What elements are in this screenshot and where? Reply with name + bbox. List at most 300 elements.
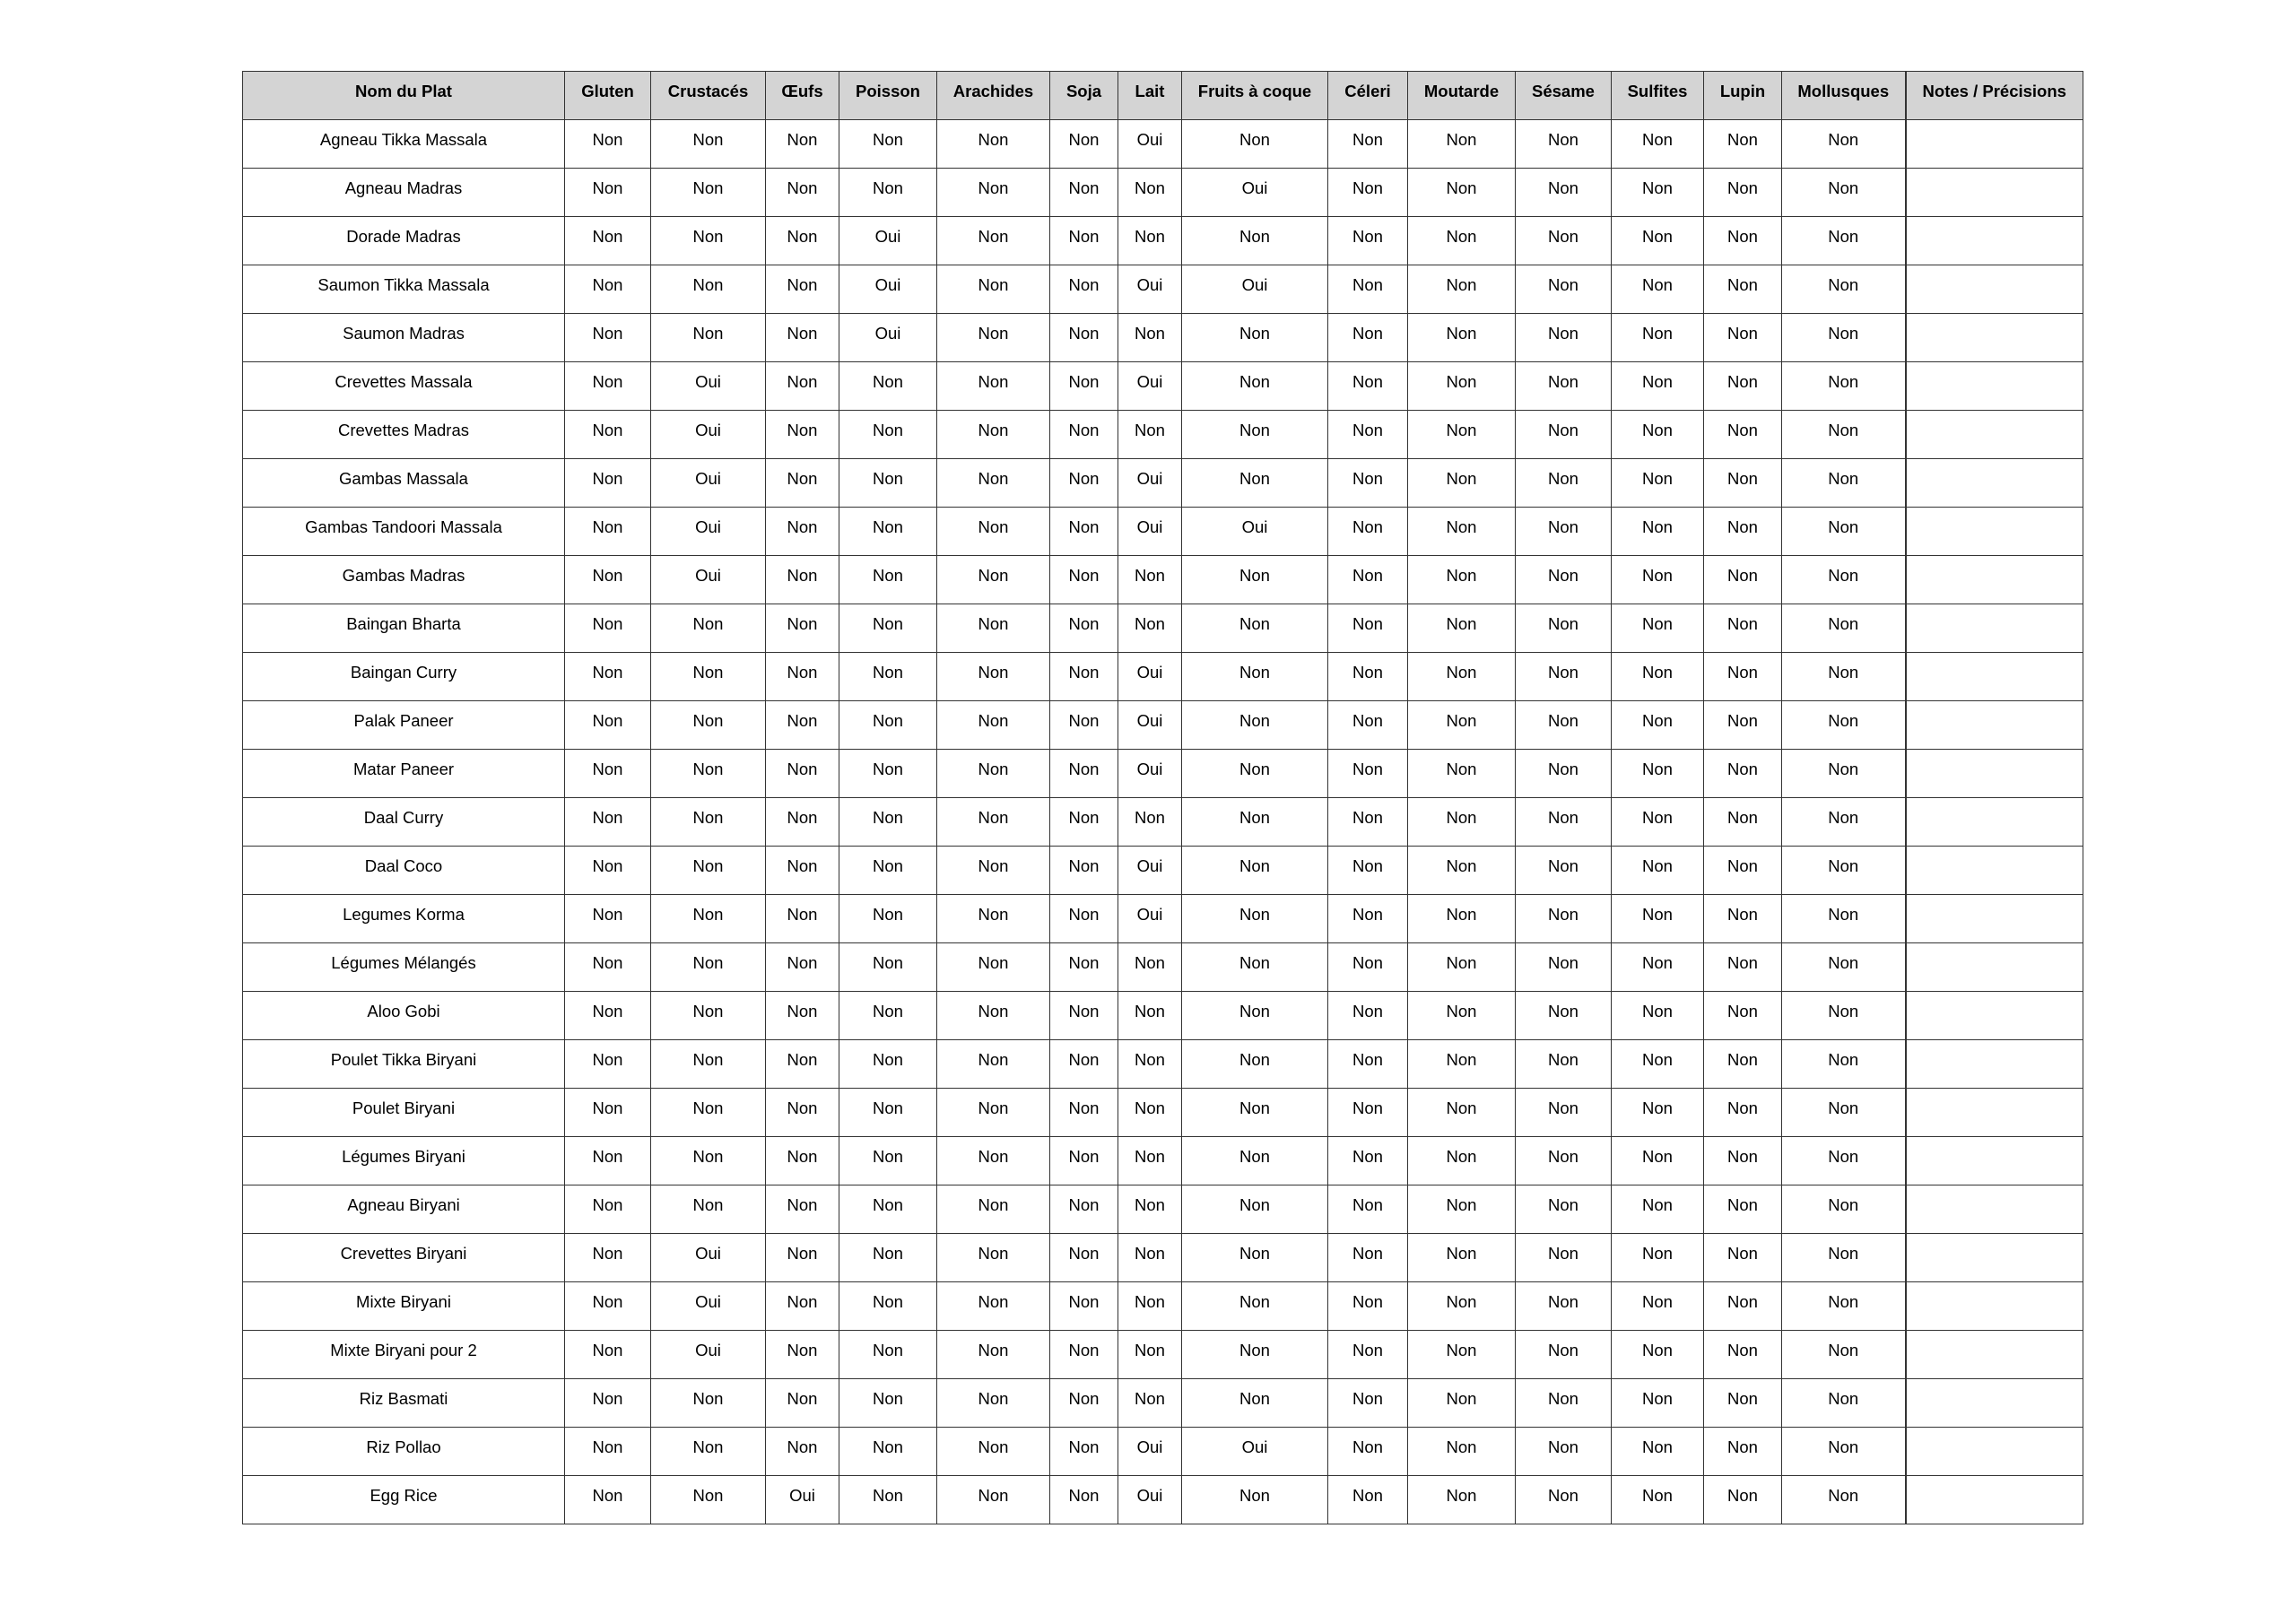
dish-name-cell: Riz Pollao (243, 1428, 565, 1476)
allergen-cell: Oui (651, 1282, 766, 1331)
allergen-cell: Non (1704, 1476, 1782, 1524)
allergen-cell: Non (1182, 1331, 1328, 1379)
allergen-cell: Non (1516, 508, 1612, 556)
allergen-cell: Non (1612, 1428, 1704, 1476)
allergen-cell: Non (1612, 169, 1704, 217)
allergen-cell: Non (565, 459, 651, 508)
allergen-cell: Non (839, 1331, 937, 1379)
dish-name-cell: Saumon Tikka Massala (243, 265, 565, 314)
notes-cell (1906, 943, 2083, 992)
allergen-cell: Non (766, 798, 839, 847)
allergen-cell: Non (1612, 556, 1704, 604)
allergen-cell: Non (766, 1379, 839, 1428)
allergen-cell: Non (1612, 750, 1704, 798)
dish-name-cell: Aloo Gobi (243, 992, 565, 1040)
table-body (243, 120, 2083, 1524)
allergen-cell: Non (839, 847, 937, 895)
allergen-cell: Oui (1118, 750, 1182, 798)
allergen-cell: Non (565, 1137, 651, 1185)
allergen-cell: Non (1408, 314, 1516, 362)
notes-cell (1906, 1428, 2083, 1476)
allergen-cell: Non (1118, 1040, 1182, 1089)
allergen-cell: Non (1516, 1089, 1612, 1137)
allergen-cell: Non (565, 556, 651, 604)
allergen-cell: Non (1612, 1040, 1704, 1089)
allergen-cell: Non (1704, 1428, 1782, 1476)
allergen-cell: Non (651, 265, 766, 314)
allergen-cell: Non (1182, 362, 1328, 411)
allergen-cell: Non (1182, 120, 1328, 169)
allergen-cell: Non (1408, 1234, 1516, 1282)
allergen-cell: Non (1782, 265, 1906, 314)
allergen-cell: Non (1516, 556, 1612, 604)
dish-name-cell: Crevettes Massala (243, 362, 565, 411)
allergen-cell: Oui (651, 556, 766, 604)
table-row (243, 604, 2083, 653)
dish-name-cell: Agneau Tikka Massala (243, 120, 565, 169)
notes-cell (1906, 1331, 2083, 1379)
allergen-cell: Oui (651, 362, 766, 411)
allergen-cell: Non (1612, 362, 1704, 411)
allergen-cell: Non (1612, 1234, 1704, 1282)
allergen-cell: Non (1408, 701, 1516, 750)
table-row (243, 459, 2083, 508)
allergen-cell: Non (1182, 604, 1328, 653)
allergen-cell: Non (1408, 1089, 1516, 1137)
allergen-cell: Non (565, 604, 651, 653)
allergen-cell: Non (937, 1185, 1050, 1234)
allergen-cell: Non (1328, 217, 1408, 265)
table-row (243, 508, 2083, 556)
allergen-cell: Non (651, 1089, 766, 1137)
notes-cell (1906, 847, 2083, 895)
allergen-cell: Non (937, 798, 1050, 847)
table-row (243, 1379, 2083, 1428)
allergen-cell: Non (766, 362, 839, 411)
allergen-cell: Oui (651, 508, 766, 556)
allergen-cell: Non (839, 1137, 937, 1185)
allergen-cell: Non (1118, 943, 1182, 992)
allergen-cell: Non (839, 750, 937, 798)
table-row (243, 120, 2083, 169)
table-row (243, 992, 2083, 1040)
allergen-cell: Non (1182, 1476, 1328, 1524)
table-row (243, 847, 2083, 895)
allergen-cell: Non (1050, 1379, 1118, 1428)
allergen-cell: Non (1328, 362, 1408, 411)
allergen-cell: Non (1328, 943, 1408, 992)
allergen-cell: Non (1782, 508, 1906, 556)
allergen-cell: Non (1050, 1282, 1118, 1331)
allergen-cell: Non (839, 169, 937, 217)
allergen-cell: Non (565, 411, 651, 459)
allergen-cell: Non (651, 1040, 766, 1089)
table-row (243, 1476, 2083, 1524)
allergen-cell: Non (565, 653, 651, 701)
allergen-cell: Non (1612, 1282, 1704, 1331)
allergen-cell: Non (1118, 1234, 1182, 1282)
notes-cell (1906, 411, 2083, 459)
allergen-cell: Non (937, 556, 1050, 604)
allergen-cell: Non (565, 1089, 651, 1137)
allergen-cell: Non (1782, 895, 1906, 943)
allergen-cell: Non (565, 992, 651, 1040)
allergen-cell: Non (1516, 895, 1612, 943)
allergen-cell: Non (1328, 459, 1408, 508)
allergen-cell: Non (1516, 1282, 1612, 1331)
allergen-cell: Non (839, 459, 937, 508)
allergen-cell: Non (766, 411, 839, 459)
allergen-cell: Non (766, 169, 839, 217)
allergen-cell: Non (1328, 1379, 1408, 1428)
allergen-cell: Non (937, 1089, 1050, 1137)
allergen-cell: Non (1516, 701, 1612, 750)
allergen-cell: Non (651, 895, 766, 943)
allergen-cell: Non (1118, 1185, 1182, 1234)
allergen-cell: Non (565, 1185, 651, 1234)
allergen-cell: Non (1516, 314, 1612, 362)
allergen-cell: Non (1782, 1234, 1906, 1282)
allergen-cell: Non (1408, 798, 1516, 847)
table-row (243, 1040, 2083, 1089)
notes-cell (1906, 217, 2083, 265)
allergen-cell: Non (1612, 604, 1704, 653)
allergen-cell: Non (1050, 1137, 1118, 1185)
allergen-cell: Non (937, 1428, 1050, 1476)
allergen-cell: Non (1408, 508, 1516, 556)
table-header-row (243, 72, 2083, 120)
table-row (243, 1137, 2083, 1185)
allergen-cell: Non (565, 362, 651, 411)
allergen-cell: Non (1516, 604, 1612, 653)
allergen-cell: Non (1704, 265, 1782, 314)
header-arachides: Arachides (937, 72, 1050, 120)
allergen-cell: Non (1328, 1137, 1408, 1185)
allergen-cell: Non (1612, 1331, 1704, 1379)
allergen-cell: Non (839, 1185, 937, 1234)
allergen-cell: Non (1704, 798, 1782, 847)
allergen-cell: Non (1408, 217, 1516, 265)
allergen-cell: Non (651, 943, 766, 992)
allergen-cell: Non (651, 750, 766, 798)
allergen-cell: Non (1050, 1331, 1118, 1379)
header-soja: Soja (1050, 72, 1118, 120)
allergen-cell: Non (839, 1476, 937, 1524)
allergen-cell: Oui (1118, 895, 1182, 943)
allergen-cell: Non (1408, 1379, 1516, 1428)
allergen-cell: Non (1782, 314, 1906, 362)
notes-cell (1906, 314, 2083, 362)
allergen-cell: Non (839, 1040, 937, 1089)
dish-name-cell: Agneau Madras (243, 169, 565, 217)
allergen-cell: Non (1182, 847, 1328, 895)
allergen-cell: Non (1050, 1040, 1118, 1089)
allergen-cell: Non (565, 1331, 651, 1379)
allergen-cell: Non (1704, 1379, 1782, 1428)
dish-name-cell: Riz Basmati (243, 1379, 565, 1428)
table-row (243, 701, 2083, 750)
allergen-cell: Non (1328, 1089, 1408, 1137)
allergen-cell: Non (1782, 653, 1906, 701)
allergen-cell: Non (937, 1137, 1050, 1185)
allergen-cell: Non (1782, 411, 1906, 459)
allergen-cell: Non (1408, 992, 1516, 1040)
allergen-cell: Oui (839, 265, 937, 314)
dish-name-cell: Legumes Korma (243, 895, 565, 943)
notes-cell (1906, 1282, 2083, 1331)
dish-name-cell: Légumes Mélangés (243, 943, 565, 992)
allergen-cell: Non (937, 604, 1050, 653)
allergen-cell: Non (1612, 798, 1704, 847)
dish-name-cell: Daal Coco (243, 847, 565, 895)
table-row (243, 895, 2083, 943)
table-row (243, 1428, 2083, 1476)
allergen-cell: Non (1050, 217, 1118, 265)
allergen-cell: Non (1328, 1476, 1408, 1524)
allergen-cell: Non (1704, 1234, 1782, 1282)
allergen-cell: Non (1408, 750, 1516, 798)
table-row (243, 1089, 2083, 1137)
allergen-cell: Non (1328, 1331, 1408, 1379)
notes-cell (1906, 1234, 2083, 1282)
allergen-cell: Non (1050, 459, 1118, 508)
allergen-cell: Non (1516, 653, 1612, 701)
allergen-table (242, 71, 2083, 1524)
table-row (243, 169, 2083, 217)
allergen-cell: Non (1704, 508, 1782, 556)
allergen-cell: Non (565, 169, 651, 217)
allergen-cell: Non (1182, 1282, 1328, 1331)
dish-name-cell: Mixte Biryani pour 2 (243, 1331, 565, 1379)
allergen-cell: Non (839, 798, 937, 847)
table-row (243, 653, 2083, 701)
allergen-cell: Non (651, 701, 766, 750)
allergen-cell: Non (1328, 508, 1408, 556)
allergen-cell: Oui (1182, 265, 1328, 314)
allergen-cell: Non (565, 1428, 651, 1476)
allergen-cell: Non (1516, 1185, 1612, 1234)
notes-cell (1906, 508, 2083, 556)
allergen-cell: Non (1328, 653, 1408, 701)
allergen-cell: Non (651, 1428, 766, 1476)
allergen-cell: Oui (1118, 459, 1182, 508)
allergen-cell: Non (1704, 459, 1782, 508)
allergen-cell: Non (651, 1137, 766, 1185)
allergen-cell: Non (1782, 847, 1906, 895)
dish-name-cell: Egg Rice (243, 1476, 565, 1524)
allergen-cell: Non (1704, 1089, 1782, 1137)
notes-cell (1906, 265, 2083, 314)
allergen-cell: Non (937, 1282, 1050, 1331)
allergen-cell: Non (766, 314, 839, 362)
allergen-cell: Non (839, 1428, 937, 1476)
allergen-cell: Non (1050, 265, 1118, 314)
allergen-cell: Non (1118, 1282, 1182, 1331)
allergen-cell: Non (565, 1476, 651, 1524)
allergen-cell: Non (1612, 1137, 1704, 1185)
table-row (243, 1331, 2083, 1379)
allergen-cell: Non (651, 314, 766, 362)
allergen-cell: Non (1118, 1089, 1182, 1137)
allergen-cell: Non (937, 653, 1050, 701)
allergen-cell: Non (766, 1137, 839, 1185)
allergen-cell: Non (1050, 1089, 1118, 1137)
allergen-cell: Non (1612, 992, 1704, 1040)
allergen-cell: Non (1050, 1428, 1118, 1476)
allergen-cell: Non (1182, 459, 1328, 508)
allergen-cell: Non (1704, 411, 1782, 459)
allergen-cell: Non (839, 1282, 937, 1331)
header-gluten: Gluten (565, 72, 651, 120)
allergen-cell: Non (1704, 653, 1782, 701)
header-moutarde: Moutarde (1408, 72, 1516, 120)
allergen-cell: Non (1408, 1185, 1516, 1234)
allergen-cell: Non (1704, 120, 1782, 169)
allergen-cell: Non (1516, 1040, 1612, 1089)
allergen-cell: Non (1328, 847, 1408, 895)
allergen-cell: Non (1050, 508, 1118, 556)
header-oeufs: Œufs (766, 72, 839, 120)
allergen-cell: Oui (1118, 653, 1182, 701)
allergen-cell: Non (1050, 362, 1118, 411)
allergen-cell: Non (1328, 1185, 1408, 1234)
allergen-cell: Non (1408, 1331, 1516, 1379)
notes-cell (1906, 653, 2083, 701)
allergen-cell: Non (1612, 265, 1704, 314)
allergen-cell: Oui (1182, 1428, 1328, 1476)
allergen-cell: Non (1408, 411, 1516, 459)
notes-cell (1906, 459, 2083, 508)
allergen-cell: Oui (1182, 508, 1328, 556)
dish-name-cell: Daal Curry (243, 798, 565, 847)
allergen-cell: Non (565, 1040, 651, 1089)
allergen-cell: Non (1782, 1137, 1906, 1185)
dish-name-cell: Poulet Tikka Biryani (243, 1040, 565, 1089)
allergen-cell: Non (565, 120, 651, 169)
allergen-cell: Non (651, 604, 766, 653)
notes-cell (1906, 1476, 2083, 1524)
allergen-cell: Non (1516, 120, 1612, 169)
allergen-cell: Non (1516, 750, 1612, 798)
allergen-cell: Non (1782, 701, 1906, 750)
allergen-cell: Non (1782, 362, 1906, 411)
table-row (243, 798, 2083, 847)
allergen-cell: Non (1050, 798, 1118, 847)
notes-cell (1906, 1185, 2083, 1234)
allergen-cell: Non (839, 992, 937, 1040)
table-row (243, 556, 2083, 604)
allergen-cell: Non (1704, 895, 1782, 943)
dish-name-cell: Baingan Curry (243, 653, 565, 701)
allergen-cell: Non (1050, 169, 1118, 217)
allergen-cell: Non (1612, 1089, 1704, 1137)
allergen-cell: Non (1408, 1137, 1516, 1185)
allergen-cell: Oui (1118, 1476, 1182, 1524)
allergen-cell: Non (1704, 943, 1782, 992)
allergen-cell: Non (1182, 1137, 1328, 1185)
allergen-cell: Non (565, 701, 651, 750)
allergen-cell: Non (839, 1379, 937, 1428)
allergen-cell: Non (937, 1234, 1050, 1282)
allergen-cell: Non (1782, 1331, 1906, 1379)
allergen-cell: Non (937, 943, 1050, 992)
dish-name-cell: Gambas Tandoori Massala (243, 508, 565, 556)
allergen-cell: Non (1328, 701, 1408, 750)
allergen-cell: Non (1328, 798, 1408, 847)
allergen-cell: Non (1328, 1428, 1408, 1476)
allergen-cell: Non (651, 169, 766, 217)
allergen-cell: Non (766, 750, 839, 798)
allergen-cell: Non (1516, 943, 1612, 992)
header-nom-du-plat: Nom du Plat (243, 72, 565, 120)
allergen-cell: Non (1612, 1476, 1704, 1524)
dish-name-cell: Matar Paneer (243, 750, 565, 798)
allergen-cell: Non (1050, 1185, 1118, 1234)
allergen-cell: Non (1516, 1379, 1612, 1428)
allergen-cell: Non (937, 1040, 1050, 1089)
allergen-cell: Non (651, 120, 766, 169)
allergen-cell: Non (651, 847, 766, 895)
header-sulfites: Sulfites (1612, 72, 1704, 120)
allergen-cell: Non (1782, 169, 1906, 217)
allergen-cell: Non (766, 217, 839, 265)
allergen-cell: Oui (651, 1331, 766, 1379)
allergen-cell: Non (1182, 1234, 1328, 1282)
allergen-cell: Non (1704, 556, 1782, 604)
allergen-cell: Oui (1118, 1428, 1182, 1476)
dish-name-cell: Légumes Biryani (243, 1137, 565, 1185)
allergen-cell: Non (1118, 217, 1182, 265)
header-mollusques: Mollusques (1782, 72, 1906, 120)
allergen-cell: Non (766, 1331, 839, 1379)
allergen-cell: Non (1782, 750, 1906, 798)
table-row (243, 1234, 2083, 1282)
allergen-cell: Non (839, 120, 937, 169)
dish-name-cell: Crevettes Biryani (243, 1234, 565, 1282)
allergen-cell: Oui (651, 459, 766, 508)
allergen-cell: Non (766, 1234, 839, 1282)
allergen-cell: Non (1050, 701, 1118, 750)
allergen-cell: Non (1118, 1137, 1182, 1185)
table-row (243, 943, 2083, 992)
header-sesame: Sésame (1516, 72, 1612, 120)
allergen-cell: Non (766, 459, 839, 508)
table-row (243, 1185, 2083, 1234)
allergen-cell: Non (1408, 847, 1516, 895)
allergen-cell: Non (937, 459, 1050, 508)
allergen-cell: Non (1408, 604, 1516, 653)
notes-cell (1906, 169, 2083, 217)
allergen-cell: Non (1408, 1428, 1516, 1476)
allergen-cell: Oui (1118, 508, 1182, 556)
allergen-cell: Non (1516, 1476, 1612, 1524)
allergen-cell: Non (1182, 1089, 1328, 1137)
allergen-cell: Non (1328, 265, 1408, 314)
allergen-cell: Non (1182, 1040, 1328, 1089)
allergen-cell: Non (1612, 459, 1704, 508)
allergen-cell: Non (1050, 992, 1118, 1040)
allergen-cell: Non (937, 1379, 1050, 1428)
allergen-cell: Non (937, 217, 1050, 265)
allergen-cell: Non (937, 1476, 1050, 1524)
allergen-cell: Non (937, 992, 1050, 1040)
allergen-cell: Non (1782, 217, 1906, 265)
allergen-cell: Non (1050, 1476, 1118, 1524)
allergen-cell: Non (1408, 362, 1516, 411)
dish-name-cell: Gambas Madras (243, 556, 565, 604)
allergen-cell: Non (766, 847, 839, 895)
allergen-cell: Non (1182, 1185, 1328, 1234)
